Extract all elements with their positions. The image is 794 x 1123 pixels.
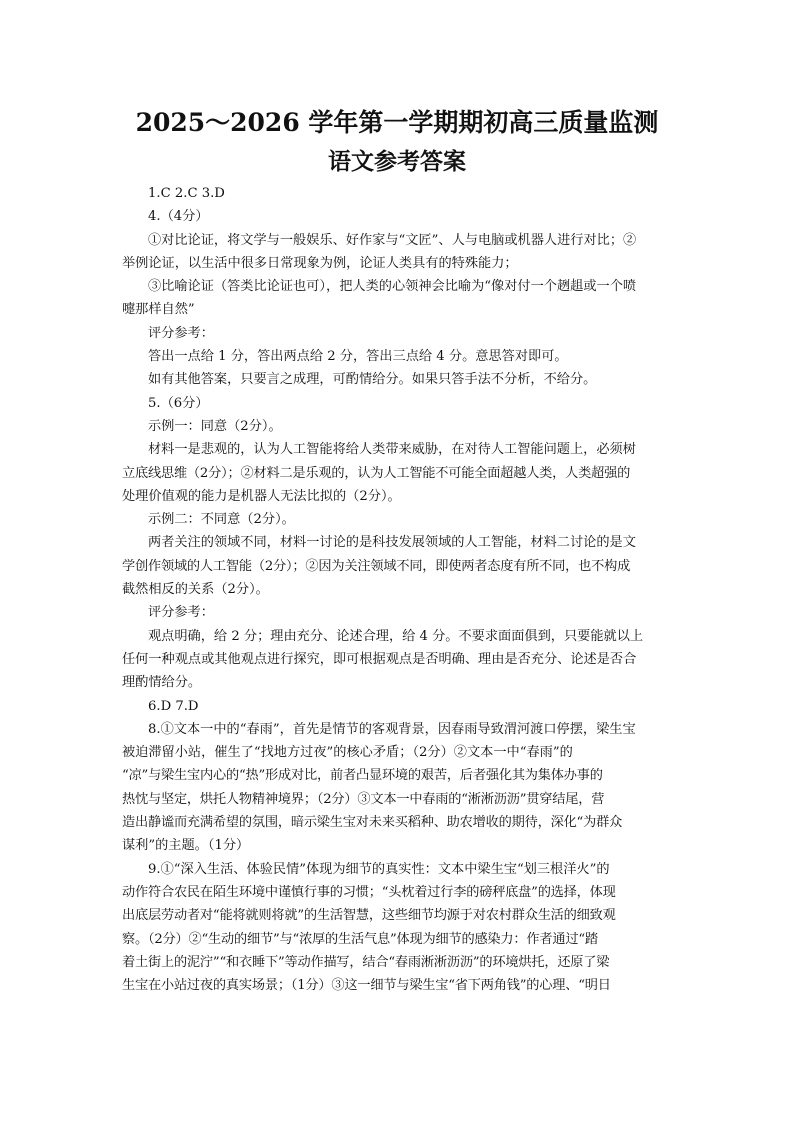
answer-line: 材料一是悲观的，认为人工智能将给人类带来威胁，在对待人工智能问题上，必须树: [148, 442, 636, 458]
answer-line: 出底层劳动者对“能将就则将就”的生活智慧，这些细节均源于对农村群众生活的细致观: [122, 908, 616, 924]
answer-line: 着土街上的泥泞”“和衣睡下”等动作描写，结合“春雨淅淅沥沥”的环境烘托，还原了梁: [122, 954, 610, 970]
answer-line: 立底线思维（2分）；②材料二是乐观的，认为人工智能不可能全面超越人类，人类超强的: [122, 465, 631, 481]
answer-line: 观点明确，给 2 分；理由充分、论述合理，给 4 分。不要求面面俱到，只要能就以上: [148, 628, 644, 644]
page-subtitle: 语文参考答案: [328, 148, 466, 175]
answer-line: 任何一种观点或其他观点进行探究，即可根据观点是否明确、理由是否充分、论述是否合: [122, 651, 637, 667]
answer-line: “凉”与梁生宝内心的“热”形成对比，前者凸显环境的艰苦，后者强化其为集体办事的: [122, 768, 603, 784]
answer-line: 4.（4分）: [148, 209, 209, 225]
answer-line: 示例一：同意（2分）。: [148, 418, 282, 434]
answer-line: 嚏那样自然”: [122, 302, 195, 318]
answer-line: 1.C 2.C 3.D: [148, 186, 225, 201]
answer-line: 被迫滞留小站，催生了“找地方过夜”的核心矛盾；（2分）②文本一中“春雨”的: [122, 745, 573, 761]
answer-line: 生宝在小站过夜的真实场景；（1分）③这一细节与梁生宝“省下两角钱”的心理、“明日: [122, 978, 611, 994]
answer-line: ③比喻论证（答类比论证也可），把人类的心领神会比喻为“像对付一个趔趄或一个喷: [148, 279, 637, 295]
answer-line: 答出一点给 1 分，答出两点给 2 分，答出三点给 4 分。意思答对即可。: [148, 349, 568, 365]
answer-line: 学创作领域的人工智能（2分）；②因为关注领域不同，即使两者态度有所不同，也不构成: [122, 558, 631, 574]
answer-line: 造出静谧而充满希望的氛围，暗示梁生宝对未来买稻种、助农增收的期待，深化“为群众: [122, 815, 623, 831]
answer-line: 理酌情给分。: [122, 675, 202, 691]
answer-line: 9.①“深入生活、体验民情”体现为细节的真实性：文本中梁生宝“划三根洋火”的: [148, 861, 610, 877]
answer-line: 6.D 7.D: [148, 698, 199, 714]
answer-line: 举例论证，以生活中很多日常现象为例，论证人类具有的特殊能力；: [122, 255, 518, 271]
answer-body: [122, 182, 670, 997]
answer-line: 察。（2分）②“生动的细节”与“浓厚的生活气息”体现为细节的感染力：作者通过“踏: [122, 931, 598, 947]
answer-line: 热忱与坚定，烘托人物精神境界；（2分）③文本一中春雨的“淅淅沥沥”贯穿结尾，营: [122, 791, 605, 807]
answer-line: 处理价值观的能力是机器人无法比拟的（2分）。: [122, 488, 401, 504]
answer-line: 8.①文本一中的“春雨”，首先是情节的客观背景，因春雨导致渭河渡口停摆，梁生宝: [148, 721, 636, 737]
answer-line: 5.（6分）: [148, 395, 209, 411]
answer-line: 截然相反的关系（2分）。: [122, 582, 269, 598]
answer-line: 两者关注的领域不同，材料一讨论的是科技发展领域的人工智能，材料二讨论的是文: [148, 535, 636, 551]
answer-line: 动作符合农民在陌生环境中谨慎行事的习惯；“头枕着过行李的磅秤底盘”的选择，体现: [122, 884, 616, 900]
answer-line: 评分参考：: [148, 325, 214, 341]
answer-line: ①对比论证，将文学与一般娱乐、好作家与“文匠”、人与电脑或机器人进行对比；②: [148, 232, 637, 248]
answer-line: 示例二：不同意（2分）。: [148, 512, 295, 528]
answer-line: 如有其他答案，只要言之成理，可酌情给分。如果只答手法不分析，不给分。: [148, 372, 597, 388]
page-title: 2025～2026 学年第一学期期初高三质量监测: [135, 108, 659, 137]
answer-line: 评分参考：: [148, 605, 214, 621]
answer-line: 谋利”的主题。（1分）: [122, 838, 250, 854]
